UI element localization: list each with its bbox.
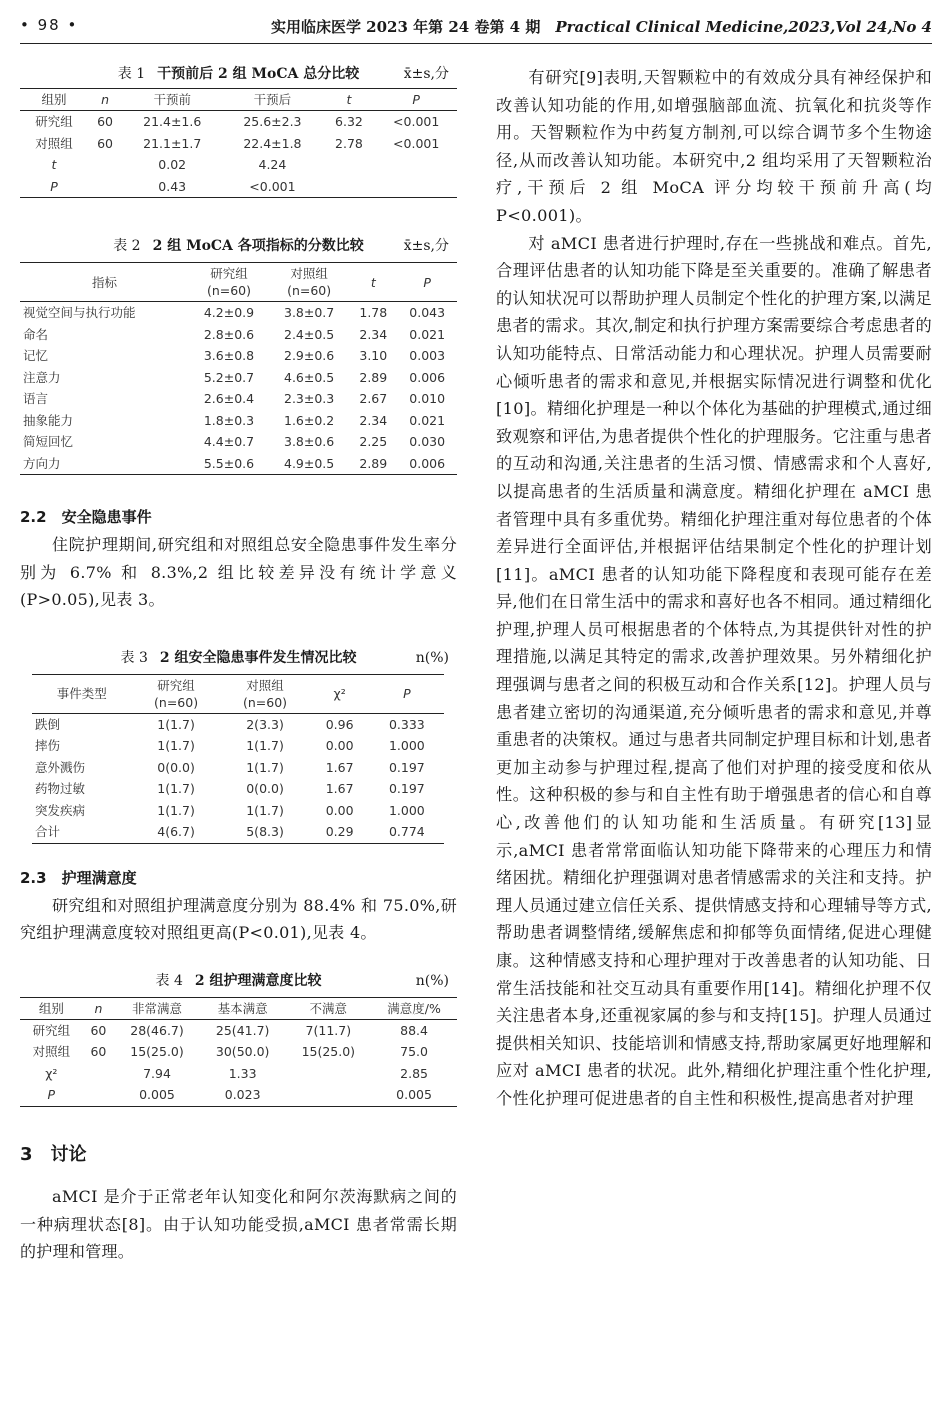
table-cell: 研究组 [32, 1022, 71, 1038]
table-cell: 88.4 [400, 1022, 428, 1038]
table-cell: 3.6±0.8 [203, 348, 255, 363]
table-row [20, 324, 457, 346]
table-cell: 5.5±0.6 [189, 453, 269, 475]
table-cell: <0.001 [393, 135, 440, 151]
table-cell [323, 176, 376, 198]
table-row [20, 1041, 457, 1063]
table-cell: 0.197 [388, 781, 425, 797]
table-cell: 0.96 [325, 716, 354, 732]
table-cell: 0.00 [325, 802, 354, 818]
table-row [20, 367, 457, 389]
table-cell: 方向力 [20, 453, 189, 475]
table-cell [88, 176, 122, 198]
table-cell: P [20, 1084, 83, 1106]
table-cell: 30(50.0) [215, 1044, 270, 1060]
table-row [32, 713, 444, 735]
table-cell: 7.94 [143, 1065, 171, 1081]
table-cell: 2.89 [349, 453, 397, 475]
table-cell: 2.85 [400, 1065, 428, 1081]
table2-caption: 表 2 2 组 MoCA 各项指标的分数比较 x̄±s,分 [113, 238, 449, 254]
table-cell: 28(46.7) [130, 1022, 184, 1038]
left-column [20, 64, 457, 1266]
table-cell [323, 154, 376, 176]
table-cell: 15(25.0) [130, 1044, 184, 1060]
discussion-paragraph-1: 有研究[9]表明,天智颗粒中的有效成分具有神经保护和改善认知功能的作用,如增强脑部血流、抗氧化和抗炎等作用。天智颗粒作为中药复方制剂,可以综合调节多个生物途径,从而改善认知功能。本研究中,2 组均采用了天智颗粒治疗,干预后 2 组 MoCA 评分均较干预前升高(均 P<0.001)。 [496, 68, 932, 225]
table-cell: 1(1.7) [246, 802, 284, 818]
table-cell: 0.010 [409, 391, 446, 406]
table-cell: 60 [90, 1044, 107, 1060]
table-cell: 60 [97, 114, 113, 129]
table-cell: 0(0.0) [246, 781, 284, 797]
table-cell: 语言 [23, 391, 49, 406]
table-cell: 2.4±0.5 [284, 326, 335, 342]
table-cell: 4.4±0.7 [203, 434, 255, 449]
table-cell: 2.34 [359, 412, 388, 428]
table-cell: 4(6.7) [132, 821, 221, 843]
table-cell: 2.25 [359, 434, 388, 449]
table-cell: 4.9±0.5 [269, 453, 349, 475]
table-cell: 1(1.7) [157, 738, 195, 754]
table-row [20, 133, 457, 155]
table3: 事件类型 研究组 (n=60) 对照组 (n=60) χ² P 跌倒 1(1.7) 2(3.3) 0.96 0.333 摔伤 1(1.7) 1(1.7) 0.00 1.000 意外溅伤 0(0.0) 1(1.7) 1.67 0.197 药物过敏 1(1.7) 0(0.0) 1.67 0.197 突发疾病 1(1.7) 1(1.7) 0.00 1.000 合计 4(6.7) 5(8.3) 0.29 0.774 [32, 674, 444, 844]
section-2-2-title: 2.2 安全隐患事件 [20, 508, 152, 526]
table-cell: 3.10 [359, 348, 388, 363]
table-cell: 对照组 [35, 135, 73, 151]
table-row [32, 735, 444, 757]
section-2-2-text: 住院护理期间,研究组和对照组总安全隐患事件发生率分别为 6.7% 和 8.3%,2 组比较差异没有统计学意义(P>0.05),见表 3。 [20, 535, 457, 610]
table-cell: 0.006 [409, 369, 446, 385]
section-3-title: 3 讨论 [20, 1143, 87, 1165]
table-cell: 7(11.7) [305, 1022, 352, 1038]
table2: 指标 研究组 (n=60) 对照组 (n=60) t P 视觉空间与执行功能 4.2±0.9 3.8±0.7 1.78 0.043 命名 2.8±0.6 2.4±0.5 2.34 0.021 记忆 3.6±0.8 2.9±0.6 3.10 0.003 注意力 5.2±0.7 4.6±0.5 2.89 0.006 语言 2.6±0.4 2.3±0.3 2.67 0.010 抽象能力 1.8±0.3 1.6±0.2 2.34 0.021 简短回忆 4.4±0.7 3.8±0.6 2.25 0.030 方向力 5.5±0.6 4.9±0.5 2.89 0.006 [20, 262, 457, 475]
right-column [496, 64, 932, 1113]
table-cell: 2.9±0.6 [284, 348, 335, 363]
table-cell: 0.333 [388, 716, 425, 732]
table-cell: 1.78 [359, 305, 388, 320]
table-cell [88, 154, 122, 176]
table-cell: 突发疾病 [35, 802, 86, 818]
table-row [20, 345, 457, 367]
table-cell: <0.001 [222, 176, 322, 198]
table1-caption: 表 1 干预前后 2 组 MoCA 总分比较 x̄±s,分 [117, 66, 449, 82]
table-cell: 1.000 [388, 738, 425, 754]
table-row [20, 111, 457, 133]
table-cell: 21.4±1.6 [143, 114, 202, 129]
table-cell: 意外溅伤 [35, 759, 86, 775]
table-cell: 75.0 [400, 1044, 428, 1060]
table-cell: 2(3.3) [246, 716, 284, 732]
table-row [20, 410, 457, 432]
table-row [20, 388, 457, 410]
table-cell: 2.3±0.3 [284, 391, 335, 406]
table-cell: 6.32 [335, 114, 363, 129]
table-cell: 对照组 [32, 1044, 71, 1060]
table-cell: 注意力 [23, 369, 61, 385]
table-cell: 1.33 [228, 1065, 257, 1081]
table-cell: 0(0.0) [157, 759, 195, 775]
table-cell: 2.78 [335, 135, 363, 151]
table-cell: 0.774 [370, 821, 444, 843]
table-cell: 0.005 [371, 1084, 457, 1106]
table-cell: 0.030 [409, 434, 446, 449]
table-row [20, 1019, 457, 1041]
table-cell: 5.2±0.7 [203, 369, 255, 385]
table-cell: 0.006 [397, 453, 457, 475]
table-cell: 命名 [23, 326, 49, 342]
table-cell: 1(1.7) [157, 781, 195, 797]
page-header [20, 14, 932, 44]
table-cell: 0.023 [200, 1084, 286, 1106]
table-cell: P [20, 176, 88, 198]
journal-title: 实用临床医学 2023 年第 24 卷第 4 期 Practical Clinical Medicine,2023,Vol 24,No 4 [270, 18, 932, 36]
table-cell [285, 1063, 371, 1085]
table3-caption: 表 3 2 组安全隐患事件发生情况比较 n(%) [120, 649, 449, 666]
table1: 组别 n 干预前 干预后 t P 研究组 60 21.4±1.6 25.6±2.3 6.32 <0.001 对照组 60 21.1±1.7 22.4±1.8 2.78 <0.001 t 0.02 4.24 P 0.43 <0.001 [20, 88, 457, 198]
table-cell: 1.6±0.2 [284, 412, 335, 428]
table-cell: 0.005 [114, 1084, 200, 1106]
table-cell: t [51, 157, 57, 172]
table-cell: 21.1±1.7 [143, 135, 202, 151]
table-cell: 抽象能力 [23, 412, 74, 428]
table-cell: 视觉空间与执行功能 [23, 305, 136, 320]
section-2-3-title: 2.3 护理满意度 [20, 868, 137, 887]
table-cell: 跌倒 [35, 716, 61, 732]
table-cell: 60 [90, 1022, 107, 1038]
table-cell: 1(1.7) [157, 802, 195, 818]
table-cell: 研究组 [35, 114, 73, 129]
table-cell: 1(1.7) [157, 716, 195, 732]
table-cell: 简短回忆 [23, 434, 74, 449]
table4-caption: 表 4 2 组护理满意度比较 n(%) [155, 972, 449, 989]
table-cell: 3.8±0.6 [284, 434, 335, 449]
table-cell: 0.43 [122, 176, 222, 198]
table-cell [83, 1084, 115, 1106]
table-cell: 25(41.7) [215, 1022, 270, 1038]
table-cell: 1.67 [325, 759, 354, 775]
table-cell: 15(25.0) [301, 1044, 356, 1060]
section-3-text: aMCI 是介于正常老年认知变化和阿尔茨海默病之间的一种病理状态[8]。由于认知功能受损,aMCI 患者常需长期的护理和管理。 [20, 1186, 457, 1262]
table-cell: 0.003 [409, 348, 446, 363]
table-cell: 记忆 [23, 348, 49, 363]
table-row [20, 302, 457, 324]
table-cell: 0.021 [409, 326, 446, 342]
table-cell: 0.197 [388, 759, 425, 775]
table-cell: 1(1.7) [246, 738, 284, 754]
section-2-3-text: 研究组和对照组护理满意度分别为 88.4% 和 75.0%,研究组护理满意度较对照组更高(P<0.01),见表 4。 [20, 895, 457, 943]
table-cell: 2.6±0.4 [203, 391, 255, 406]
table-row [20, 154, 457, 176]
table-cell: 4.2±0.9 [203, 305, 255, 320]
table4: 组别 n 非常满意 基本满意 不满意 满意度/% 研究组 60 28(46.7) 25(41.7) 7(11.7) 88.4 对照组 60 15(25.0) 30(50.0) 15(25.0) 75.0 χ² 7.94 1.33 2.85 P 0.005 0.023 0.005 [20, 997, 457, 1107]
table-cell: 3.8±0.7 [284, 305, 335, 320]
table-cell [375, 176, 457, 198]
table-cell: 2.67 [359, 391, 388, 406]
table-cell: 药物过敏 [35, 781, 86, 797]
table-row [32, 778, 444, 800]
table-row [20, 176, 457, 198]
table-cell: 摔伤 [35, 738, 61, 754]
table-cell: 0.00 [325, 738, 354, 754]
table-cell [285, 1084, 371, 1106]
table-row [20, 1084, 457, 1106]
table-cell: 2.34 [359, 326, 388, 342]
table-row [20, 431, 457, 453]
table-cell: 0.043 [409, 305, 446, 320]
table-cell: 0.02 [158, 157, 187, 172]
table-cell [83, 1063, 115, 1085]
table-cell: 1.000 [388, 802, 425, 818]
table-cell: 0.021 [409, 412, 446, 428]
discussion-paragraph-2: 对 aMCI 患者进行护理时,存在一些挑战和难点。首先,合理评估患者的认知功能下降是至关重要的。准确了解患者的认知状况可以帮助护理人员制定个性化的护理方案,以满足患者的需求。其次,制定和执行护理方案需要综合考虑患者的认知功能特点、日常活动能力和心理状况。护理人员需要耐心倾听患者的需求和意见,并根据实际情况进行调整和优化[10]。精细化护理是一种以个体化为基础的护理模式,通过细致观察和评估,为患者提供个性化的护理服务。它注重与患者的互动和沟通,关注患者的生活习惯、情感需求和个人喜好,以提高患者的生活质量和满意度。精细化护理在 aMCI 患者管理中具有多重优势。精细化护理注重对每位患者的个体差异进行全面评估,并根据评估结果制定个性化的护理计划[11]。aMCI 患者的认知功能下降程度和表现可能存在差异,他们在日常生活中的需求和喜好也各不相同。通过精细化护理,护理人员可根据患者的个体特点,为其提供针对性的护理措施,以满足其特定的需求,改善护理效果。另外精细化护理强调与患者之间的积极互动和合作关系[12]。护理人员与患者建立密切的沟通渠道,充分倾听患者的需求和意见,并尊重患者的决策权。通过与患者共同制定护理目标和计划,患者更加主动参与护理过程,提高了他们对护理的接受度和依从性。这种积极的参与和自主性有助于增强患者的信心和自尊心,改善他们的认知功能和生活质量。有研究[13]显示,aMCI 患者常常面临认知功能下降带来的心理压力和情绪困扰。精细化护理强调对患者情感需求的关注和支持。护理人员通过建立信任关系、提供情感支持和心理辅导等方式,帮助患者调整情绪,缓解焦虑和抑郁等负面情绪,促进心理健康。这种情感支持和心理护理对于改善患者的认知功能、日常生活技能和社交互动具有重要作用[14]。精细化护理不仅关注患者本身,还重视家属的参与和支持[15]。护理人员通过提供相关知识、技能培训和情感支持,帮助家属更好地理解和应对 aMCI 患者的状况。此外,精细化护理注重个性化护理,个性化护理可促进患者的自主性和积极性,提高患者对护理 [496, 233, 932, 1108]
table-row [20, 1063, 457, 1085]
table-cell: 合计 [32, 821, 132, 843]
table-cell: 60 [97, 135, 113, 151]
table-row [20, 453, 457, 475]
table-cell: 4.24 [258, 157, 287, 172]
table-cell: 1.8±0.3 [203, 412, 255, 428]
table-cell: 1(1.7) [246, 759, 284, 775]
table-cell: 1.67 [325, 781, 354, 797]
table-cell: 2.89 [359, 369, 388, 385]
table-cell: 0.29 [310, 821, 370, 843]
page-number: • 98 • [20, 16, 79, 34]
table-row [32, 757, 444, 779]
table-cell: χ² [45, 1065, 58, 1081]
table-cell: 5(8.3) [221, 821, 310, 843]
table-cell: 22.4±1.8 [243, 135, 302, 151]
table-row [32, 821, 444, 843]
table-cell: <0.001 [393, 114, 440, 129]
table-cell [375, 154, 457, 176]
table-cell: 25.6±2.3 [243, 114, 302, 129]
table-cell: 2.8±0.6 [203, 326, 255, 342]
table-cell: 4.6±0.5 [284, 369, 335, 385]
table-row [32, 800, 444, 822]
